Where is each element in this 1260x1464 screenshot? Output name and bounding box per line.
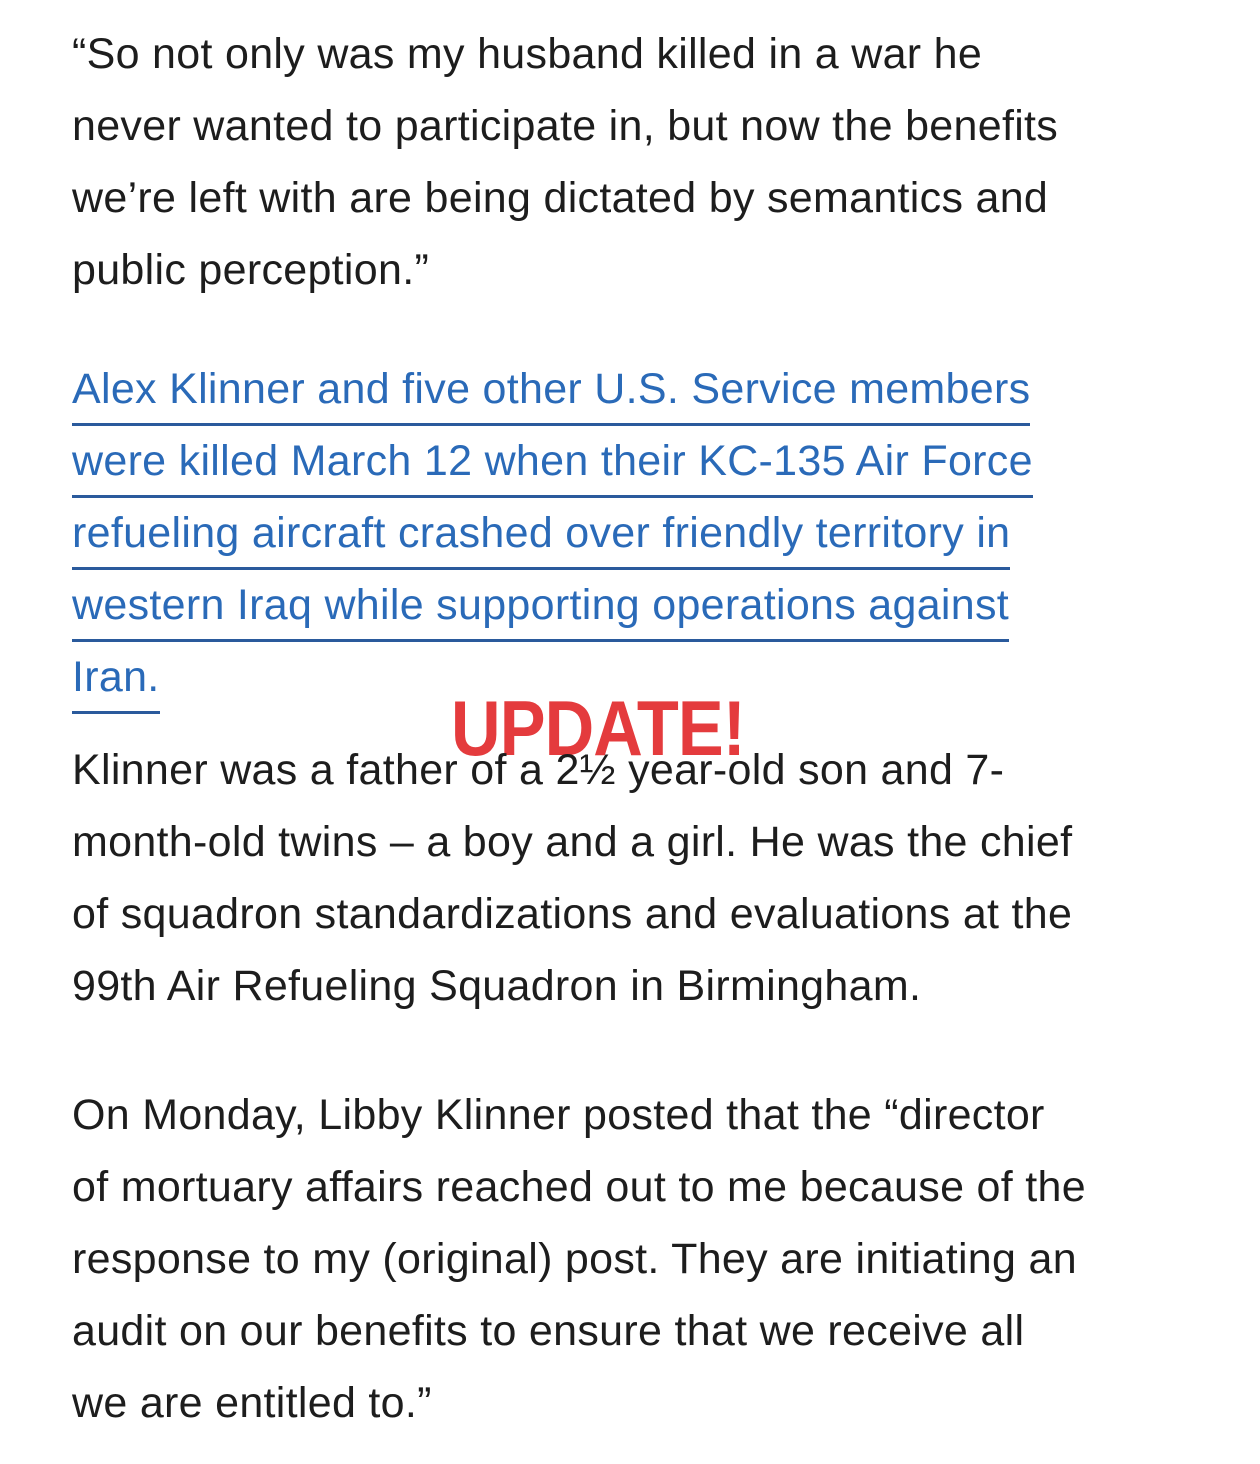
article-link-line[interactable]: Iran.	[72, 653, 160, 714]
monday-line: audit on our benefits to ensure that we receive all	[72, 1307, 1025, 1355]
monday-line: of mortuary affairs reached out to me because of the	[72, 1163, 1086, 1211]
quote-line: “So not only was my husband killed in a war he	[72, 30, 983, 78]
bio-line: month-old twins – a boy and a girl. He was the chief	[72, 818, 1073, 866]
bio-line: Klinner was a father of a 2½ year-old son and 7-	[72, 746, 1005, 794]
quote-line: public perception.”	[72, 246, 430, 294]
bio-line: of squadron standardizations and evaluations at the	[72, 890, 1073, 938]
monday-paragraph	[72, 1079, 1086, 1439]
monday-line: response to my (original) post. They are initiating an	[72, 1235, 1077, 1283]
article-link-line[interactable]: refueling aircraft crashed over friendly territory in	[72, 509, 1010, 570]
quote-line: we’re left with are being dictated by semantics and	[72, 174, 1049, 222]
article-link-paragraph[interactable]	[72, 353, 1202, 713]
quote-line: never wanted to participate in, but now the benefits	[72, 102, 1059, 150]
quote-paragraph	[72, 18, 1202, 306]
update-label: UPDATE!	[451, 684, 745, 772]
bio-line: 99th Air Refueling Squadron in Birmingham.	[72, 962, 922, 1010]
monday-line: we are entitled to.”	[72, 1379, 432, 1427]
article-link-line[interactable]: Alex Klinner and five other U.S. Service members	[72, 365, 1030, 426]
bio-paragraph	[72, 734, 1072, 1022]
article-link-line[interactable]: were killed March 12 when their KC-135 Air Force	[72, 437, 1033, 498]
article-body	[72, 18, 1202, 713]
article-link-line[interactable]: western Iraq while supporting operations against	[72, 581, 1009, 642]
monday-line: On Monday, Libby Klinner posted that the “director	[72, 1091, 1045, 1139]
